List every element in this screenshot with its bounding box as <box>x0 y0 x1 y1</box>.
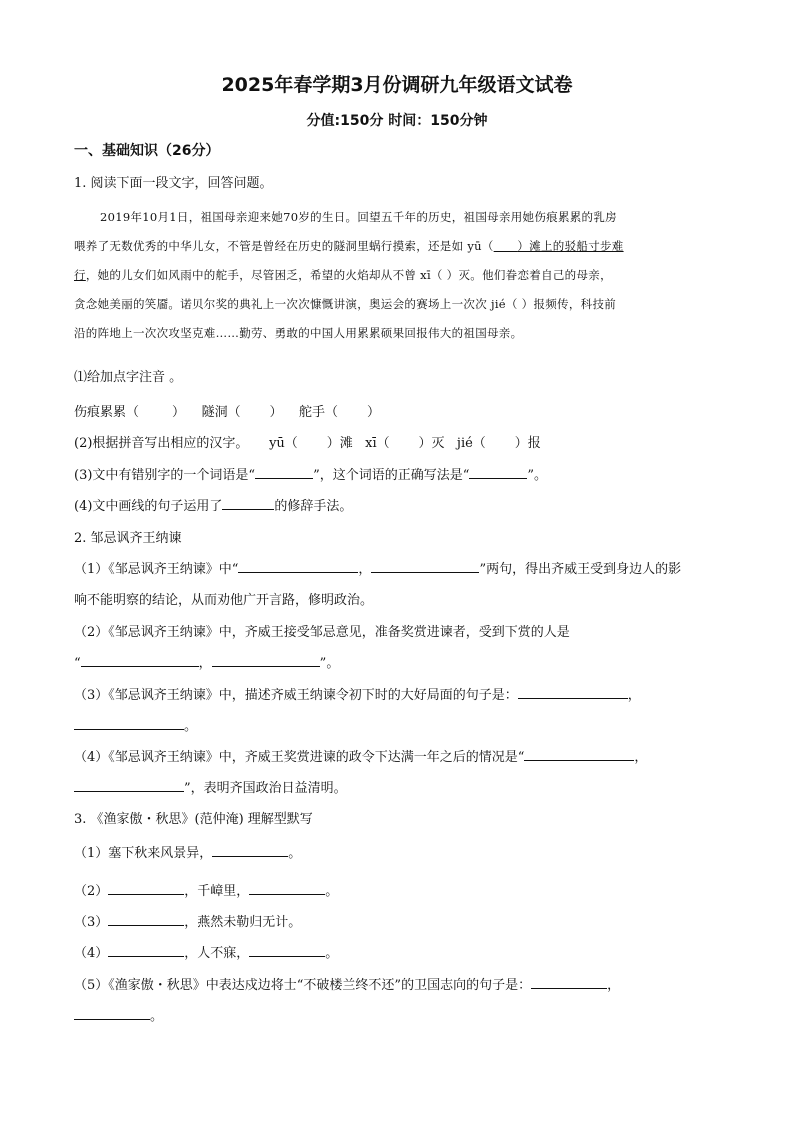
score-time-info: 分值:150分 时间：150分钟 <box>306 113 488 129</box>
answer-blank[interactable] <box>74 777 184 792</box>
answer-blank[interactable] <box>469 464 527 479</box>
question-1-intro: 1. 阅读下面一段文字，回答问题。 <box>74 176 273 191</box>
answer-blank[interactable] <box>524 746 634 761</box>
answer-blank[interactable] <box>255 464 313 479</box>
question-3-sub-5-cont: 。 <box>74 1005 163 1024</box>
answer-blank[interactable] <box>108 942 184 957</box>
question-2-sub-4: （4）《邹忌讽齐王纳谏》中，齐威王奖赏进谏的政令下达满一年之后的情况是“ ， <box>74 746 647 765</box>
question-3-sub-3: （3） ，燕然未勒归无计。 <box>74 911 301 930</box>
passage-line: 喂养了无数优秀的中华儿女，不管是曾经在历史的隧洞里蜗行摸索，还是如 yū（ ）滩上的驳船寸步难 <box>74 239 624 253</box>
answer-blank[interactable] <box>238 558 358 573</box>
question-2-sub-4-cont: ”，表明齐国政治日益清明。 <box>74 777 347 796</box>
question-1-sub-2: (2)根据拼音写出相应的汉字。 yū（ ）滩 xī（ ）灭 jié（ ）报 <box>74 436 541 451</box>
answer-blank[interactable] <box>81 652 199 667</box>
answer-blank[interactable] <box>371 558 479 573</box>
question-2-intro: 2. 邹忌讽齐王纳谏 <box>74 531 182 546</box>
reading-passage <box>74 203 720 348</box>
answer-blank[interactable] <box>249 880 325 895</box>
passage-line: 沿的阵地上一次次攻坚克难……勤劳、勇敢的中国人用累累硕果回报伟大的祖国母亲。 <box>74 326 523 340</box>
question-1-sub-1: ⑴给加点字注音 。 <box>74 370 183 385</box>
passage-line: 贪念她美丽的笑靥。诺贝尔奖的典礼上一次次慷慨讲演，奥运会的赛场上一次次 jié（ ）报频传，科技前 <box>74 297 617 311</box>
question-3-sub-1: （1）塞下秋来风景异， 。 <box>74 842 301 861</box>
answer-blank[interactable] <box>518 684 628 699</box>
answer-blank[interactable] <box>74 715 184 730</box>
answer-blank[interactable] <box>222 495 274 510</box>
question-3-intro: 3. 《渔家傲・秋思》(范仲淹) 理解型默写 <box>74 812 313 827</box>
underlined-sentence-part: ）滩上的驳船寸步难 <box>517 239 624 253</box>
answer-blank[interactable] <box>74 1005 150 1020</box>
section-heading-basic-knowledge: 一、基础知识（26分） <box>74 143 220 159</box>
underlined-sentence-end: 行 <box>74 268 86 282</box>
question-2-sub-3-cont: 。 <box>74 715 197 734</box>
question-1-sub-4: (4)文中画线的句子运用了 的修辞手法。 <box>74 495 352 514</box>
answer-blank[interactable] <box>531 974 607 989</box>
question-2-sub-1: （1）《邹忌讽齐王纳谏》中“ ， ”两句，得出齐威王受到身边人的影 <box>74 558 681 577</box>
answer-blank[interactable] <box>249 942 325 957</box>
question-3-sub-4: （4） ，人不寐， 。 <box>74 942 338 961</box>
question-2-sub-2-cont: “ ， ”。 <box>74 652 339 671</box>
answer-blank[interactable] <box>108 911 184 926</box>
question-1-sub-1-items: 伤痕累累（ ） 隧洞（ ） 舵手（ ） <box>74 405 380 420</box>
passage-line: 2019年10月1日，祖国母亲迎来她70岁的生日。回望五千年的历史，祖国母亲用她伤痕累累的乳房 <box>100 210 617 224</box>
question-2-sub-2: （2）《邹忌讽齐王纳谏》中，齐威王接受邹忌意见，准备奖赏进谏者，受到下赏的人是 <box>74 625 570 640</box>
question-2-sub-1-cont: 响不能明察的结论，从而劝他广开言路，修明政治。 <box>74 593 374 608</box>
question-3-sub-2: （2） ，千嶂里， 。 <box>74 880 338 899</box>
passage-line: 行，她的儿女们如风雨中的舵手，尽管困乏，希望的火焰却从不曾 xī（ ）灭。他们眷恋着自己的母亲， <box>74 268 612 282</box>
answer-blank[interactable] <box>108 880 184 895</box>
question-3-sub-5: （5）《渔家傲・秋思》中表达戍边将士“不破楼兰终不还”的卫国志向的句子是： ， <box>74 974 620 993</box>
answer-blank[interactable] <box>212 842 288 857</box>
question-1-sub-3: (3)文中有错别字的一个词语是“ ”，这个词语的正确写法是“ ”。 <box>74 464 547 483</box>
page-title: 2025年春学期3月份调研九年级语文试卷 <box>221 74 573 96</box>
answer-blank[interactable] <box>212 652 320 667</box>
question-2-sub-3: （3）《邹忌讽齐王纳谏》中，描述齐威王纳谏令初下时的大好局面的句子是： ， <box>74 684 641 703</box>
